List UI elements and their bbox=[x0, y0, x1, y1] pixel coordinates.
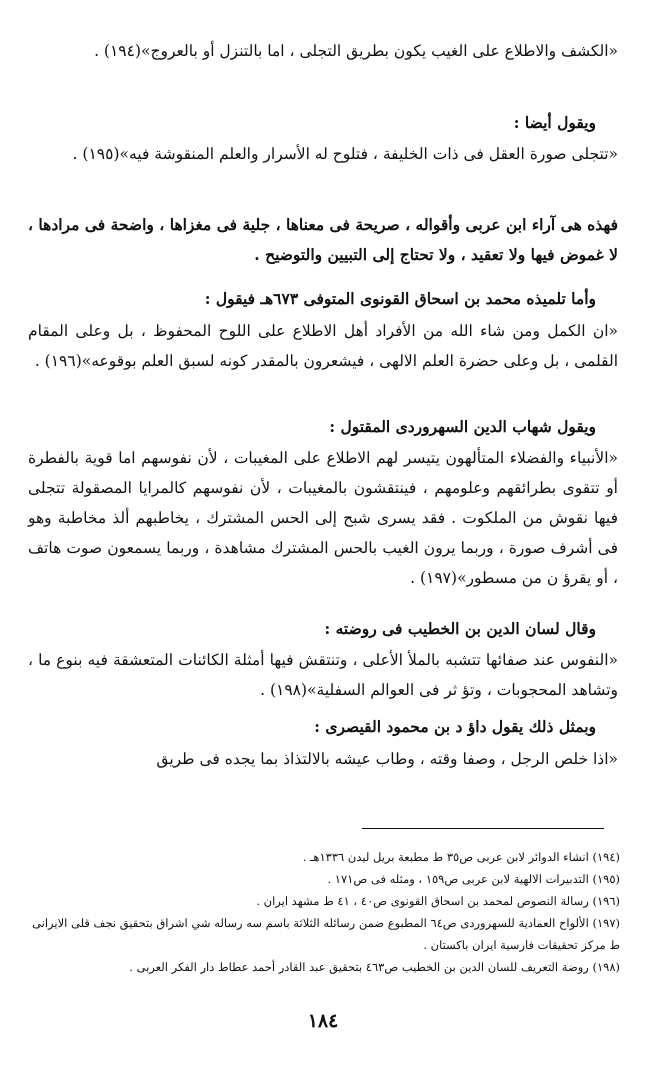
page-number: ١٨٤ bbox=[307, 1010, 339, 1032]
footnote-195: (١٩٥) التدبيرات الالهية لابن عربى ص١٥٩ ، ومثله فى ص١٧١ . bbox=[327, 872, 620, 886]
footnotes bbox=[28, 846, 620, 978]
paragraph-quote-195: «تتجلى صورة العقل فى ذات الخليفة ، فتلوح له الأسرار والعلم المنقوشة فيه»(١٩٥) . bbox=[72, 145, 618, 163]
paragraph-intro-198: وقال لسان الدين بن الخطيب فى روضته : bbox=[324, 619, 596, 638]
paragraph-quote-198: «النفوس عند صفائها تتشبه بالملأ الأعلى ، وتنتقش فيها أمثلة الكائنات المتعشقة فيه بنوع ما ، وتشاهد المحجوبات ، وتؤ ثر فى العوالم السفلية»(١٩٨) . bbox=[28, 651, 618, 699]
paragraph-quote-196: «ان الكمل ومن شاء الله من الأفراد أهل الاطلاع على اللوح المحفوظ ، بل وعلى المقام القلمى ، بل وعلى حضرة العلم الالهى ، فيشعرون بالمقدر كونه لسبق العلم بوقوعه»(١٩٦) . bbox=[28, 322, 618, 370]
footnote-196: (١٩٦) رسالة النصوص لمحمد بن اسحاق القونوى ص٤٠ ، ٤١ ط مشهد ايران . bbox=[256, 894, 620, 908]
footnote-divider bbox=[362, 828, 604, 829]
footnote-198: (١٩٨) روضة التعريف للسان الدين بن الخطيب ص٤٦٣ بتحقيق عبد القادر أحمد عطاط دار الفكر العربى . bbox=[129, 960, 620, 974]
paragraph-intro-197: ويقول شهاب الدين السهروردى المقتول : bbox=[329, 417, 596, 436]
paragraph-quote-194: «الكشف والاطلاع على الغيب يكون بطريق التجلى ، اما بالتنزل أو بالعروج»(١٩٤) . bbox=[94, 42, 618, 60]
paragraph-intro-199: وبمثل ذلك يقول داؤ د بن محمود القيصرى : bbox=[314, 717, 596, 736]
paragraph-intro-196: وأما تلميذه محمد بن اسحاق القونوى المتوفى ٦٧٣هـ فيقول : bbox=[204, 289, 596, 308]
paragraph-commentary: فهذه هى آراء ابن عربى وأقواله ، صريحة فى معناها ، جلية فى مغزاها ، واضحة فى مرادها ، لا غموض فيها ولا تعقيد ، ولا تحتاج إلى التبيين والتوضيح . bbox=[28, 215, 618, 264]
paragraph-quote-197: «الأنبياء والفضلاء المتألهون يتيسر لهم الاطلاع على المغيبات ، لأن نفوسهم اما قوية بالفطرة أو تتقوى بطرائقهم وعلومهم ، فينتقشون بالمغيبات ، لأن نفوسهم كالمرايا المصقولة تتجلى فيها نقوش من الملكوت . فقد يسرى شبح إلى الحس المشترك ، يخاطبهم ألذ مخاطبة وهو فى أشرف صورة ، وربما يرون الغيب بالحس المشترك مشاهدة ، وربما يسمعون صوت هاتف ، أو يقرؤ ن من مسطور»(١٩٧) . bbox=[28, 449, 618, 587]
footnote-194: (١٩٤) انشاء الدوائر لابن عربى ص٣٥ ط مطبعة بريل ليدن ١٣٣٦هـ . bbox=[302, 850, 620, 864]
paragraph-intro-195: ويقول أيضا : bbox=[513, 113, 596, 132]
paragraph-quote-199: «اذا خلص الرجل ، وصفا وقته ، وطاب عيشه بالالتذاذ بما يجده فى طريق bbox=[156, 750, 618, 768]
footnote-197: (١٩٧) الألواح العمادية للسهروردى ص٦٤ المطبوع ضمن رسائله الثلاثة باسم سه رساله شي اشراق بتحقيق نجف قلى الايرانى ط مركز تحقيقات فارسية ايران باكستان . bbox=[32, 916, 620, 952]
